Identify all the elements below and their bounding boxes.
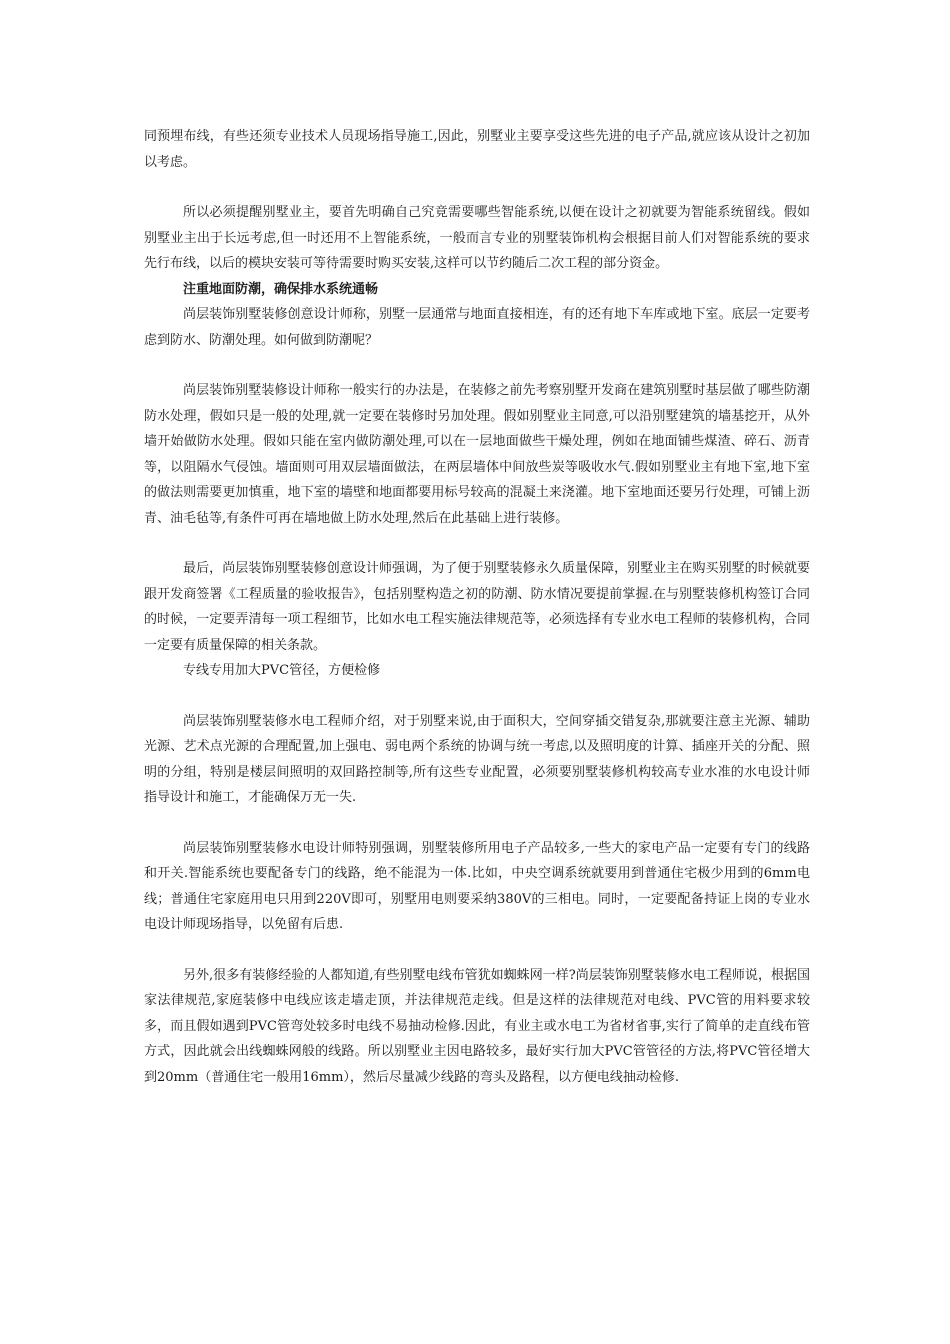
paragraph-pvc-conduit: 另外,很多有装修经验的人都知道,有些别墅电线布管犹如蜘蛛网一样?尚层装饰别墅装修水电工程师说，根据国家法律规范,家庭装修中电线应该走墙走顶，并法律规范走线。但是这样的法律规范对电线、PVC管的用料要求较多，而且假如遇到PVC管弯处较多时电线不易抽动检修.因此，有业主或水电工为省材省事,实行了简单的走直线布管方式，因此就会出线蜘蛛网般的线路。所以别墅业主因电路较多，最好实行加大PVC管管径的方法,将PVC管径增大到20mm（普通住宅一般用16mm），然后尽量减少线路的弯头及路程，以方便电线抽动检修. [144, 967, 810, 1085]
paragraph-dedicated-lines: 尚层装饰别墅装修水电设计师特别强调，别墅装修所用电子产品较多,一些大的家电产品一定要有专门的线路和开关.智能系统也要配备专门的线路，绝不能混为一体.比如，中央空调系统就要用到普通住宅极少用到的6mm电线；普通住宅家庭用电只用到220V即可，别墅用电则要采纳380V的三相电。同时，一定要配备持证上岗的专业水电设计师现场指导，以免留有后患. [144, 840, 810, 932]
paragraph-quality-assurance: 最后，尚层装饰别墅装修创意设计师强调，为了便于别墅装修永久质量保障，别墅业主在购买别墅的时候就要跟开发商签署《工程质量的验收报告》，包括别墅构造之初的防潮、防水情况要提前掌握.在与别墅装修机构签订合同的时候，一定要弄清每一项工程细节，比如水电工程实施法律规范等，必须选择有专业水电工程师的装修机构，合同一定要有质量保障的相关条款。 [144, 561, 810, 653]
paragraph-smart-system: 所以必须提醒别墅业主，要首先明确自己究竟需要哪些智能系统,以便在设计之初就要为智能系统留线。假如别墅业主出于长远考虑,但一时还用不上智能系统，一般而言专业的别墅装饰机构会根据目前人们对智能系统的要求先行布线，以后的模块安装可等待需要时购买安装,这样可以节约随后二次工程的部分资金。 [144, 205, 810, 271]
paragraph-lighting: 尚层装饰别墅装修水电工程师介绍，对于别墅来说,由于面积大，空间穿插交错复杂,那就要注意主光源、辅助光源、艺术点光源的合理配置,加上强电、弱电两个系统的协调与统一考虑,以及照明度的计算、插座开关的分配、照明的分组，特别是楼层间照明的双回路控制等,所有这些专业配置，必须要别墅装修机构较高专业水准的水电设计师指导设计和施工，才能确保万无一失. [144, 713, 810, 805]
paragraph-moisture-intro: 尚层装饰别墅装修创意设计师称，别墅一层通常与地面直接相连，有的还有地下车库或地下室。底层一定要考虑到防水、防潮处理。如何做到防潮呢？ [144, 307, 810, 348]
paragraph-moisture-method: 尚层装饰别墅装修设计师称一般实行的办法是，在装修之前先考察别墅开发商在建筑别墅时基层做了哪些防潮防水处理，假如只是一般的处理,就一定要在装修时另加处理。假如别墅业主同意,可以沿别墅建筑的墙基挖开，从外墙开始做防水处理。假如只能在室内做防潮处理,可以在一层地面做些干燥处理，例如在地面铺些煤渣、碎石、沥青等，以阻隔水气侵蚀。墙面则可用双层墙面做法，在两层墙体中间放些炭等吸收水气.假如别墅业主有地下室,地下室的做法则需要更加慎重，地下室的墙壁和地面都要用标号较高的混凝土来浇灌。地下室地面还要另行处理，可铺上沥青、油毛毡等,有条件可再在墙地做上防水处理,然后在此基础上进行装修。 [144, 383, 810, 526]
section-heading-pvc: 专线专用加大PVC管径，方便检修 [183, 663, 381, 678]
paragraph-intro-continued: 同预埋布线，有些还须专业技术人员现场指导施工,因此，别墅业主要享受这些先进的电子产品,就应该从设计之初加以考虑。 [144, 129, 810, 170]
section-heading-moisture: 注重地面防潮，确保排水系统通畅 [183, 281, 379, 297]
document-page [144, 124, 810, 1090]
